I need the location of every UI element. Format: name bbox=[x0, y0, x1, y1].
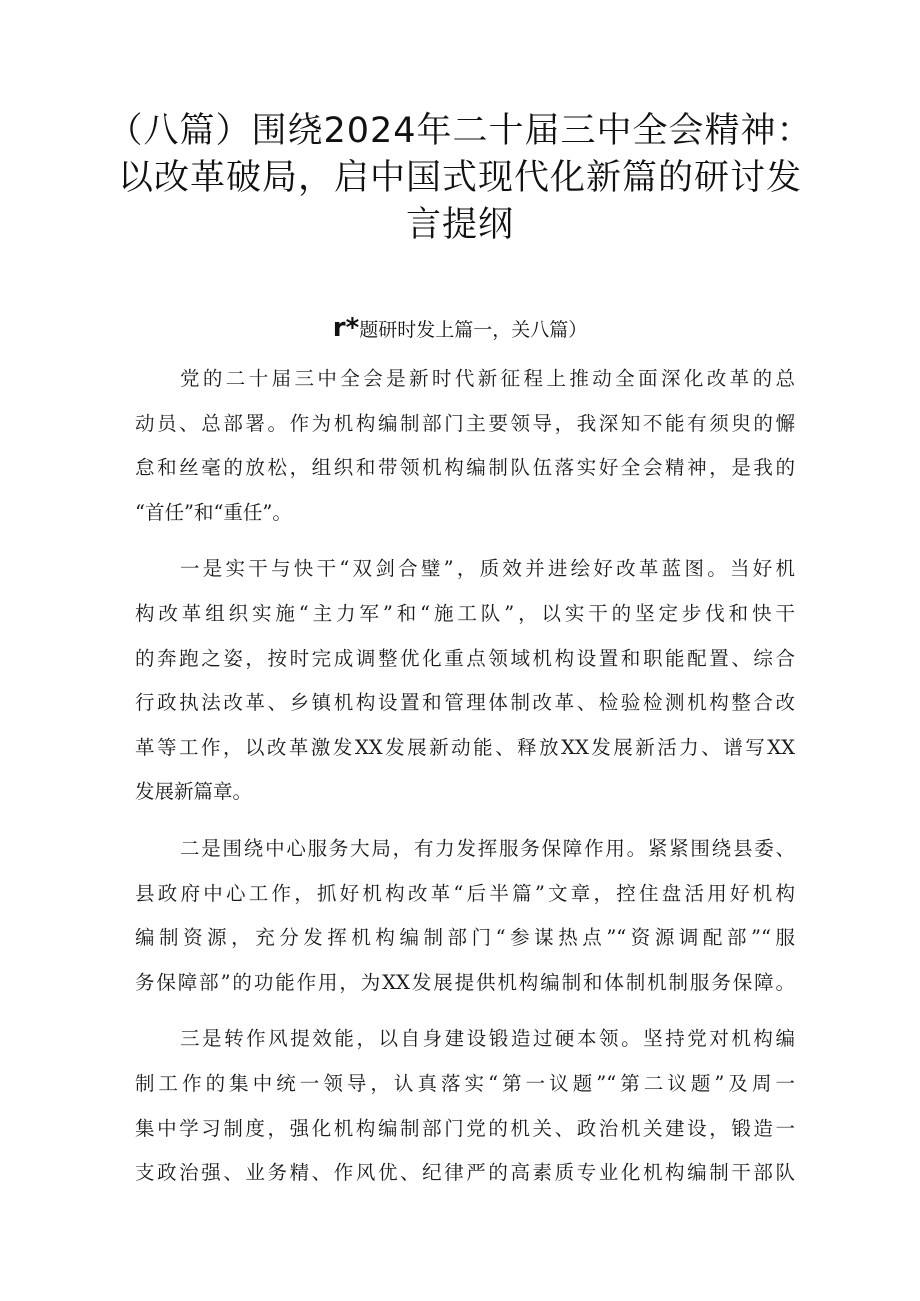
document-title bbox=[100, 108, 820, 249]
document-body bbox=[135, 357, 795, 1208]
paragraph-line: 支政治强、业务精、作风优、纪律严的高素质专业化机构编制干部队 bbox=[135, 1161, 795, 1185]
paragraph-line: 革等工作，以改革激发XX发展新动能、释放XX发展新活力、谱写XX bbox=[135, 735, 795, 759]
paragraph-line: 发展新篇章。 bbox=[135, 780, 253, 804]
subtitle-text: 题研时发上篇一，关八篇） bbox=[359, 319, 588, 341]
paragraph-line: 怠和丝毫的放松，组织和带领机构编制队伍落实好全会精神，是我的 bbox=[135, 456, 795, 480]
paragraph-line: 制工作的集中统一领导，认真落实“第一议题”“第二议题”及周一 bbox=[135, 1071, 795, 1095]
paragraph-line: 党的二十届三中全会是新时代新征程上推动全面深化改革的总 bbox=[180, 367, 795, 390]
paragraph-line: 县政府中心工作，抓好机构改革“后半篇”文章，控住盘活用好机构 bbox=[135, 881, 795, 905]
paragraph-line: 动员、总部署。作为机构编制部门主要领导，我深知不能有须臾的懈 bbox=[135, 411, 795, 435]
title-line-2: 以改革破局，启中国式现代化新篇的研讨发 bbox=[117, 158, 802, 198]
paragraph-line: 行政执法改革、乡镇机构设置和管理体制改革、检验检测机构整合改 bbox=[135, 691, 795, 715]
paragraph-1 bbox=[135, 357, 795, 535]
paragraph-3 bbox=[135, 827, 795, 1005]
paragraph-2 bbox=[135, 547, 795, 815]
paragraph-line: “首任”和“重任”。 bbox=[135, 500, 292, 524]
paragraph-line: 务保障部”的功能作用，为XX发展提供机构编制和体制机制服务保障。 bbox=[135, 970, 795, 994]
document-subtitle bbox=[100, 313, 820, 345]
title-line-3: 言提纲 bbox=[405, 205, 514, 245]
paragraph-line: 二是围绕中心服务大局，有力发挥服务保障作用。紧紧围绕县委、 bbox=[180, 836, 795, 860]
paragraph-line: 构改革组织实施“主力军”和“施工队”，以实干的坚定步伐和快干 bbox=[135, 601, 795, 625]
paragraph-line: 编制资源，充分发挥机构编制部门“参谋热点”“资源调配部”“服 bbox=[135, 926, 795, 950]
subtitle-mark: r* bbox=[332, 313, 360, 343]
paragraph-4 bbox=[135, 1017, 795, 1195]
paragraph-line: 集中学习制度，强化机构编制部门党的机关、政治机关建设，锻造一 bbox=[135, 1116, 795, 1140]
paragraph-line: 的奔跑之姿，按时完成调整优化重点领域机构设置和职能配置、综合 bbox=[135, 646, 795, 670]
title-line-1: （八篇）围绕2024年二十届三中全会精神： bbox=[107, 111, 813, 151]
paragraph-line: 三是转作风提效能，以自身建设锻造过硬本领。坚持党对机构编 bbox=[180, 1027, 795, 1051]
paragraph-line: 一是实干与快干“双剑合璧”，质效并进绘好改革蓝图。当好机 bbox=[180, 557, 795, 581]
